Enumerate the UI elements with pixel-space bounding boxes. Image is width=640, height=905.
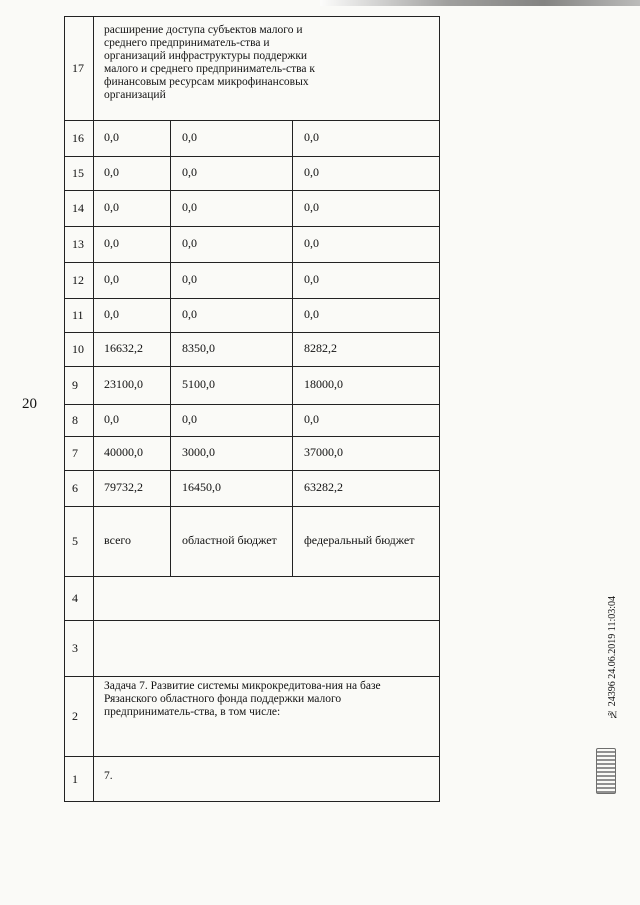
column-number-1: 1 [72, 772, 78, 786]
funding-source-cell: областной бюджет [182, 533, 277, 547]
value-cell: 0,0 [104, 165, 119, 179]
value-cell: 0,0 [304, 412, 319, 426]
value-cell: 5100,0 [182, 377, 215, 391]
value-cell: 16450,0 [182, 480, 221, 494]
column-number-15: 15 [72, 166, 84, 180]
value-cell: 8282,2 [304, 341, 337, 355]
value-cell: 0,0 [104, 307, 119, 321]
value-cell: 0,0 [182, 130, 197, 144]
column-divider [64, 262, 440, 263]
value-cell: 0,0 [304, 130, 319, 144]
value-cell: 0,0 [104, 412, 119, 426]
value-cell: 79732,2 [104, 480, 143, 494]
value-cell: 23100,0 [104, 377, 143, 391]
funding-source-cell: федеральный бюджет [304, 533, 415, 547]
value-cell: 18000,0 [304, 377, 343, 391]
column-divider [64, 332, 440, 333]
value-cell: 16632,2 [104, 341, 143, 355]
value-cell: 0,0 [182, 236, 197, 250]
column-divider [64, 576, 440, 577]
value-cell: 0,0 [304, 307, 319, 321]
row-divider [292, 120, 293, 576]
column-number-3: 3 [72, 641, 78, 655]
funding-source-cell: всего [104, 533, 132, 547]
column-divider [64, 190, 440, 191]
column-number-9: 9 [72, 378, 78, 392]
page-number: 20 [22, 396, 37, 412]
document-reference [606, 596, 620, 796]
column-number-8: 8 [72, 413, 78, 427]
value-cell: 0,0 [304, 236, 319, 250]
column-divider [64, 298, 440, 299]
value-cell: 0,0 [104, 130, 119, 144]
value-cell: 40000,0 [104, 445, 143, 459]
column-number-4: 4 [72, 591, 78, 605]
value-cell: 0,0 [104, 272, 119, 286]
value-cell: 63282,2 [304, 480, 343, 494]
column-number-7: 7 [72, 446, 78, 460]
scan-edge-artifact [320, 0, 640, 6]
column-number-11: 11 [72, 308, 84, 322]
column-number-5: 5 [72, 534, 78, 548]
task-result-text: расширение доступа субъектов малого и среднего предприниматель-ства и организаций инфраструктуры поддержки малого и среднего предприниматель-ства к финансовым ресурсам микрофинансовых организаций [104, 24, 315, 101]
value-cell: 0,0 [182, 272, 197, 286]
value-cell: 8350,0 [182, 341, 215, 355]
column-number-13: 13 [72, 237, 84, 251]
column-divider [64, 620, 440, 621]
column-divider [64, 756, 440, 757]
column-number-16: 16 [72, 131, 84, 145]
column-number-6: 6 [72, 481, 78, 495]
row-divider [170, 120, 171, 576]
column-divider [64, 120, 440, 121]
column-divider [64, 676, 440, 677]
task-number: 7. [104, 770, 113, 782]
value-cell: 0,0 [182, 200, 197, 214]
value-cell: 0,0 [182, 307, 197, 321]
column-divider [64, 506, 440, 507]
column-number-17: 17 [72, 61, 84, 75]
value-cell: 0,0 [304, 272, 319, 286]
value-cell: 37000,0 [304, 445, 343, 459]
task-description-text: Задача 7. Развитие системы микрокредитова-ния на базе Рязанского областного фонда поддержки малого предприниматель-ства, в том числе: [104, 680, 381, 718]
column-number-12: 12 [72, 273, 84, 287]
column-divider [64, 226, 440, 227]
column-number-2: 2 [72, 709, 78, 723]
value-cell: 0,0 [104, 236, 119, 250]
column-number-10: 10 [72, 342, 84, 356]
column-number-14: 14 [72, 201, 84, 215]
rotated-table [64, 16, 440, 802]
column-divider [64, 436, 440, 437]
column-divider [64, 156, 440, 157]
value-cell: 0,0 [104, 200, 119, 214]
column-divider [64, 366, 440, 367]
column-divider [64, 470, 440, 471]
value-cell: 0,0 [182, 412, 197, 426]
column-divider [64, 404, 440, 405]
value-cell: 0,0 [304, 200, 319, 214]
document-reference-text: № 24396 24.06.2019 11:03:04 [607, 596, 618, 720]
value-cell: 0,0 [182, 165, 197, 179]
value-cell: 0,0 [304, 165, 319, 179]
value-cell: 3000,0 [182, 445, 215, 459]
